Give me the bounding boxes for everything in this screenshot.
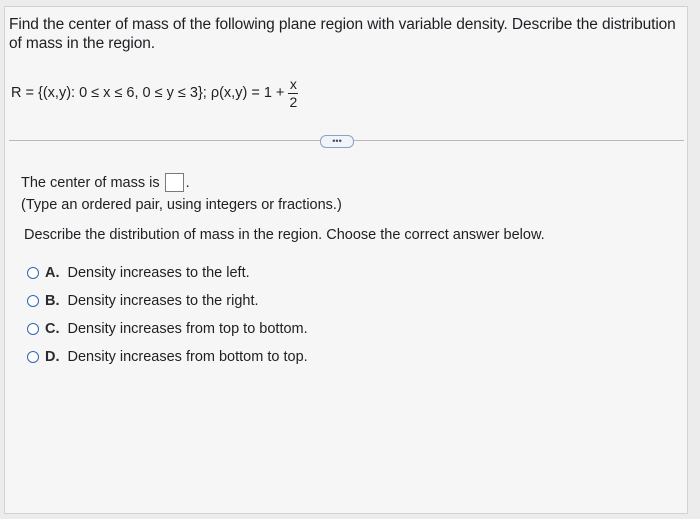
question-panel <box>4 6 688 514</box>
answer-suffix: . <box>185 174 190 191</box>
distribution-prompt: Describe the distribution of mass in the region. Choose the correct answer below. <box>24 227 545 243</box>
option-b[interactable] <box>27 293 259 309</box>
answer-line <box>21 173 190 192</box>
fraction-denominator: 2 <box>289 93 298 110</box>
option-letter: A. <box>45 265 60 281</box>
fraction-numerator: x <box>289 75 297 92</box>
option-text: Density increases to the right. <box>67 293 259 309</box>
density-fraction <box>288 77 298 110</box>
question-prompt: Find the center of mass of the following plane region with variable density. Describe the distribution of mass in the region. <box>9 16 676 52</box>
radio-icon[interactable] <box>27 267 39 279</box>
option-letter: B. <box>45 293 60 309</box>
answer-hint: (Type an ordered pair, using integers or fractions.) <box>21 197 342 213</box>
more-button[interactable]: ••• <box>320 135 354 148</box>
answer-label: The center of mass is <box>21 174 160 191</box>
radio-icon[interactable] <box>27 351 39 363</box>
option-c[interactable] <box>27 321 308 337</box>
option-text: Density increases to the left. <box>67 265 250 281</box>
region-formula <box>11 73 298 113</box>
option-letter: C. <box>45 321 60 337</box>
option-text: Density increases from bottom to top. <box>67 349 308 365</box>
option-d[interactable] <box>27 349 308 365</box>
option-text: Density increases from top to bottom. <box>67 321 308 337</box>
option-letter: D. <box>45 349 60 365</box>
radio-icon[interactable] <box>27 295 39 307</box>
region-definition: R = {(x,y): 0 ≤ x ≤ 6, 0 ≤ y ≤ 3}; ρ(x,y) = 1 + <box>11 85 285 101</box>
option-a[interactable] <box>27 265 250 281</box>
center-of-mass-input[interactable] <box>165 173 184 192</box>
radio-icon[interactable] <box>27 323 39 335</box>
